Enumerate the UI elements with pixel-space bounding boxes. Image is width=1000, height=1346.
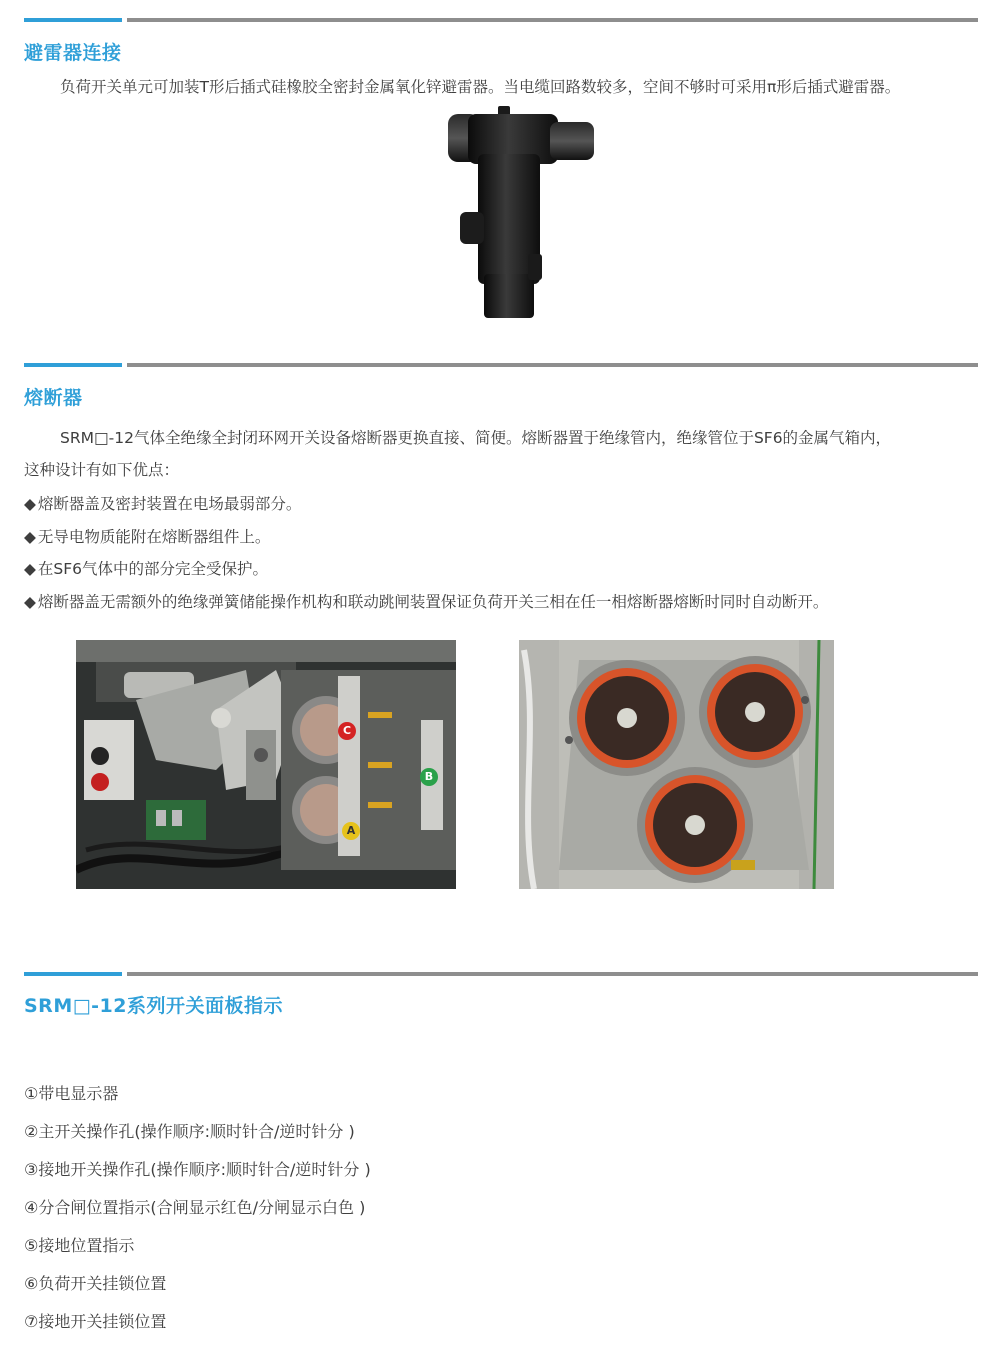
section-title-panel: SRM□-12系列开关面板指示 <box>24 995 283 1017</box>
rule-gray <box>127 363 978 367</box>
arrester-description: 负荷开关单元可加装T形后插式硅橡胶全密封金属氧化锌避雷器。当电缆回路数较多，空间不够时可采用π形后插式避雷器。 <box>60 78 901 96</box>
phase-b-marker: B <box>420 768 438 786</box>
fuse-bullet-2: ◆ 无导电物质能附在熔断器组件上。 <box>24 528 271 546</box>
mechanism-photo <box>76 640 456 889</box>
panel-item-6: ⑥负荷开关挂锁位置 <box>24 1274 167 1293</box>
rule-gray <box>127 972 978 976</box>
bullet-icon: ◆ <box>24 528 36 546</box>
section-rule-fuse <box>24 363 978 367</box>
rule-accent <box>24 18 122 22</box>
fuse-bullet-1: ◆ 熔断器盖及密封装置在电场最弱部分。 <box>24 495 302 513</box>
fuse-intro-line2: 这种设计有如下优点： <box>24 461 180 479</box>
panel-item-4: ④分合闸位置指示(合闸显示红色/分闸显示白色 ) <box>24 1198 366 1217</box>
bullet-icon: ◆ <box>24 495 36 513</box>
fuse-bullet-3: ◆ 在SF6气体中的部分完全受保护。 <box>24 560 269 578</box>
panel-item-5: ⑤接地位置指示 <box>24 1236 135 1255</box>
section-rule-panel <box>24 972 978 976</box>
bullet-icon: ◆ <box>24 560 36 578</box>
rule-accent <box>24 363 122 367</box>
phase-a-marker: A <box>342 822 360 840</box>
section-rule-arrester <box>24 18 978 22</box>
phase-c-marker: C <box>338 722 356 740</box>
fuse-intro-line1: SRM□-12气体全绝缘全封闭环网开关设备熔断器更换直接、简便。熔断器置于绝缘管内，绝缘管位于SF6的金属气箱内， <box>60 429 892 447</box>
panel-item-1: ①带电显示器 <box>24 1084 119 1103</box>
fuse-tubes-photo <box>519 640 834 889</box>
rule-gray <box>127 18 978 22</box>
panel-item-3: ③接地开关操作孔(操作顺序:顺时针合/逆时针分 ) <box>24 1160 371 1179</box>
panel-item-2: ②主开关操作孔(操作顺序:顺时针合/逆时针分 ) <box>24 1122 355 1141</box>
fuse-bullet-4: ◆ 熔断器盖无需额外的绝缘弹簧储能操作机构和联动跳闸装置保证负荷开关三相在任一相熔断器熔断时同时自动断开。 <box>24 593 829 611</box>
section-title-arrester: 避雷器连接 <box>24 42 122 64</box>
panel-item-7: ⑦接地开关挂锁位置 <box>24 1312 167 1331</box>
rule-accent <box>24 972 122 976</box>
arrester-image <box>440 104 600 324</box>
bullet-icon: ◆ <box>24 593 36 611</box>
section-title-fuse: 熔断器 <box>24 387 83 409</box>
